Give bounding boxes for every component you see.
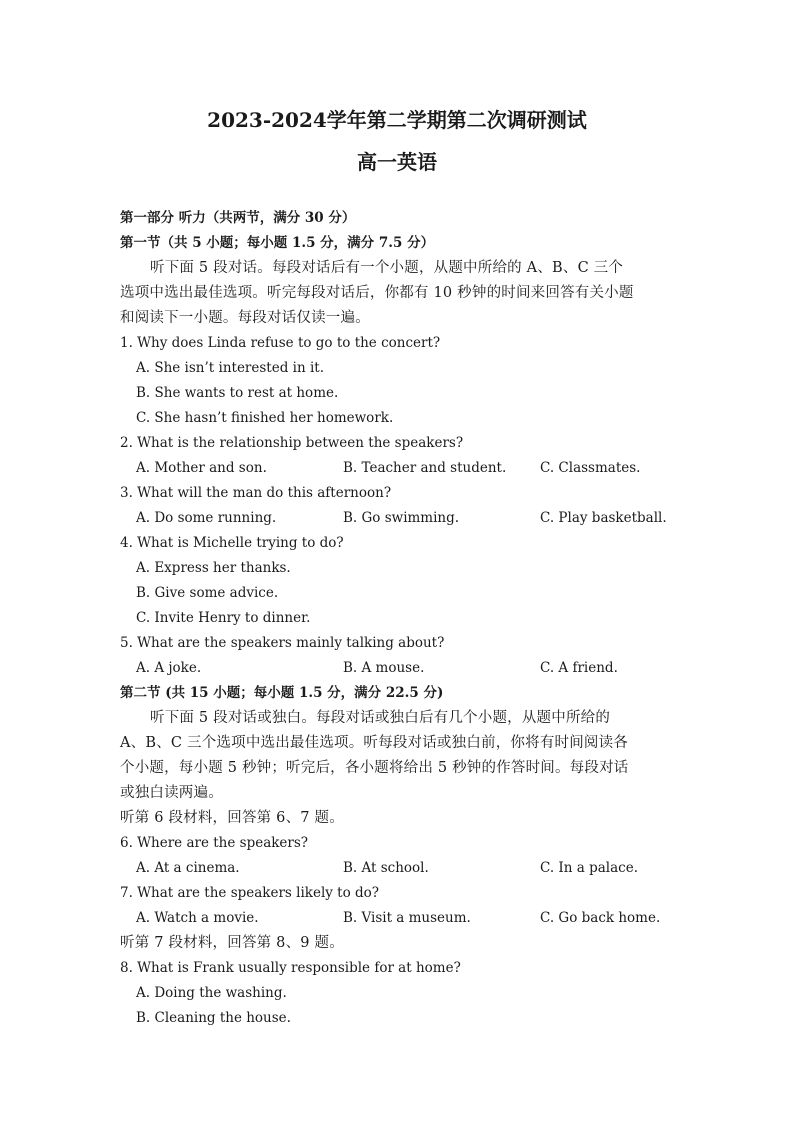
question-4: 4. What is Michelle trying to do? (120, 535, 344, 551)
question-2-option-c: C. Classmates. (540, 460, 641, 476)
question-2-option-a: A. Mother and son. (136, 460, 267, 476)
question-5-option-b: B. A mouse. (343, 660, 425, 676)
question-6-option-c: C. In a palace. (540, 860, 638, 876)
question-2: 2. What is the relationship between the speakers? (120, 435, 464, 451)
section1-heading: 第一节（共 5 小题；每小题 1.5 分，满分 7.5 分） (120, 235, 435, 251)
section1-instructions-line: 和阅读下一小题。每段对话仅读一遍。 (120, 310, 370, 326)
question-7-options (120, 906, 680, 931)
question-6-option-a: A. At a cinema. (136, 860, 240, 876)
question-7: 7. What are the speakers likely to do? (120, 885, 380, 901)
question-7-option-b: B. Visit a museum. (343, 910, 471, 926)
question-2-options (120, 456, 680, 481)
question-7-option-c: C. Go back home. (540, 910, 661, 926)
question-6-options (120, 856, 680, 881)
section2-instructions-line: A、B、C 三个选项中选出最佳选项。听每段对话或独白前，你将有时间阅读各 (120, 735, 629, 751)
question-1-option-c: C. She hasn’t finished her homework. (136, 410, 394, 426)
question-3-option-b: B. Go swimming. (343, 510, 460, 526)
question-1-option-a: A. She isn’t interested in it. (136, 360, 324, 376)
question-1-option-b: B. She wants to rest at home. (136, 385, 339, 401)
question-5-option-c: C. A friend. (540, 660, 618, 676)
question-1: 1. Why does Linda refuse to go to the concert? (120, 335, 441, 351)
question-3-option-a: A. Do some running. (136, 510, 277, 526)
exam-title: 2023-2024学年第二学期第二次调研测试 (207, 108, 587, 132)
question-3-options (120, 506, 680, 531)
section2-instructions-line: 或独白读两遍。 (120, 785, 223, 801)
question-7-option-a: A. Watch a movie. (136, 910, 259, 926)
question-5: 5. What are the speakers mainly talking about? (120, 635, 445, 651)
section1-instructions-line: 听下面 5 段对话。每段对话后有一个小题，从题中所给的 A、B、C 三个 (150, 260, 624, 276)
question-4-option-a: A. Express her thanks. (136, 560, 291, 576)
section2-instructions-line: 听下面 5 段对话或独白。每段对话或独白后有几个小题，从题中所给的 (150, 710, 611, 726)
question-8-option-a: A. Doing the washing. (136, 985, 287, 1001)
exam-content (120, 206, 680, 1031)
material-6-note: 听第 6 段材料，回答第 6、7 题。 (120, 810, 344, 826)
question-8-option-b: B. Cleaning the house. (136, 1010, 291, 1026)
question-4-option-c: C. Invite Henry to dinner. (136, 610, 311, 626)
question-6: 6. Where are the speakers? (120, 835, 309, 851)
question-3-option-c: C. Play basketball. (540, 510, 667, 526)
question-4-option-b: B. Give some advice. (136, 585, 279, 601)
question-6-option-b: B. At school. (343, 860, 429, 876)
section2-instructions-line: 个小题，每小题 5 秒钟；听完后，各小题将给出 5 秒钟的作答时间。每段对话 (120, 760, 629, 776)
exam-subject: 高一英语 (357, 150, 437, 174)
section2-heading: 第二节 (共 15 小题；每小题 1.5 分，满分 22.5 分) (120, 685, 444, 701)
question-8: 8. What is Frank usually responsible for at home? (120, 960, 461, 976)
part1-heading: 第一部分 听力（共两节，满分 30 分） (120, 210, 356, 226)
section1-instructions-line: 选项中选出最佳选项。听完每段对话后，你都有 10 秒钟的时间来回答有关小题 (120, 285, 634, 301)
question-5-option-a: A. A joke. (136, 660, 202, 676)
question-5-options (120, 656, 680, 681)
question-2-option-b: B. Teacher and student. (343, 460, 507, 476)
material-7-note: 听第 7 段材料，回答第 8、9 题。 (120, 935, 344, 951)
question-3: 3. What will the man do this afternoon? (120, 485, 392, 501)
